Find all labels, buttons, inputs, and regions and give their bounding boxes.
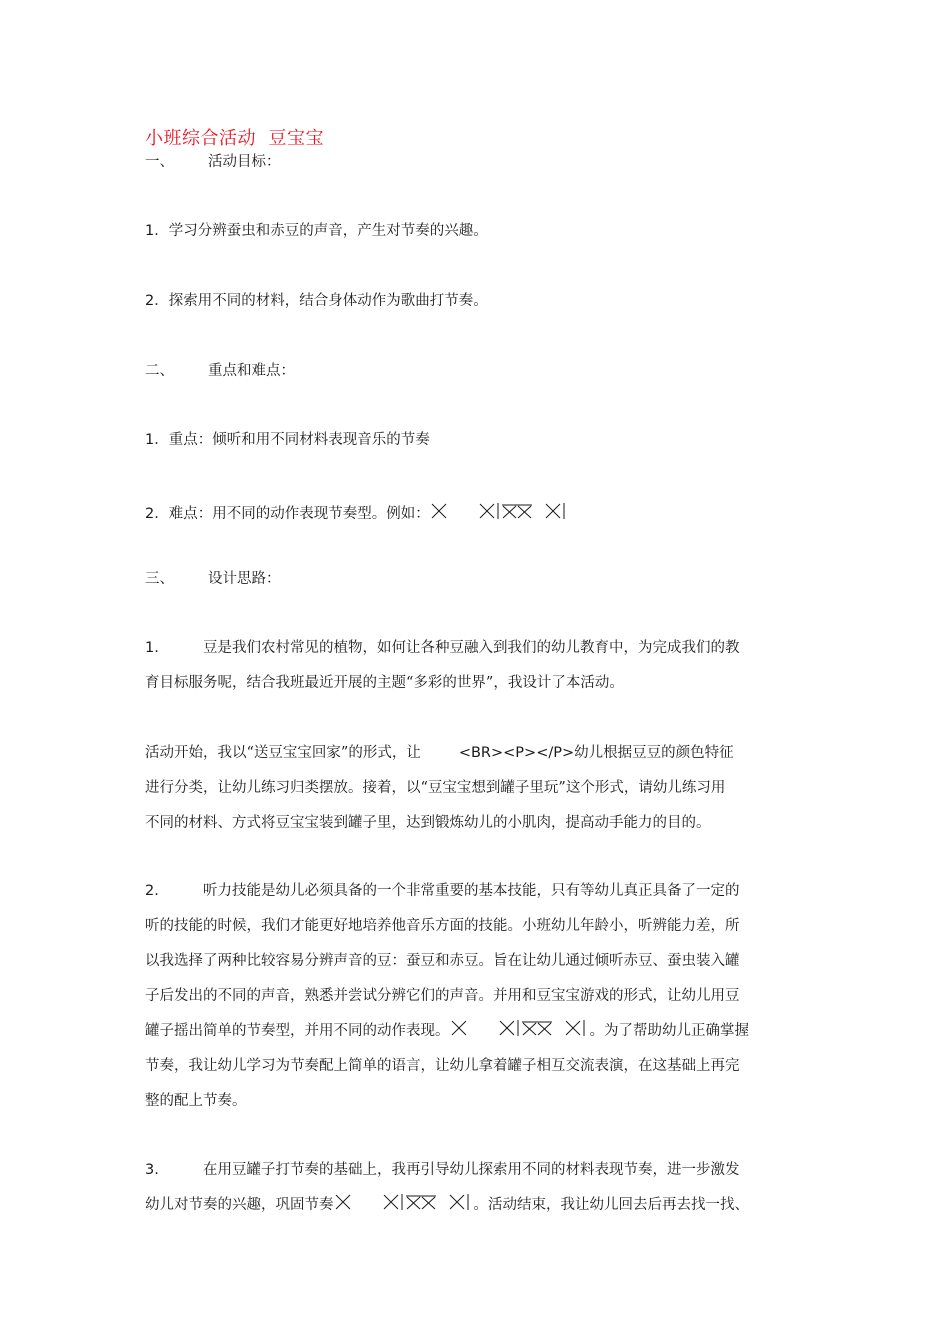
goal-item-1 (145, 222, 488, 240)
item-number: 2． (145, 506, 169, 522)
design-paragraph-4 (145, 1153, 805, 1223)
goal-item-2 (145, 292, 488, 310)
paragraph-text: 活动开始，我以“送豆宝宝回家”的形式，让 (145, 745, 421, 761)
rhythm-notation-icon (430, 501, 570, 521)
item-text: 学习分辨蚕虫和赤豆的声音，产生对节奏的兴趣。 (168, 223, 488, 239)
paragraph-line: 以我选择了两种比较容易分辨声音的豆：蚕豆和赤豆。旨在让幼儿通过倾听赤豆、蚕虫装入罐 (145, 953, 740, 969)
section-number: 一、 (145, 154, 174, 170)
paragraph-text: 幼儿对节奏的兴趣，巩固节奏 (145, 1197, 334, 1213)
design-paragraph-1 (145, 631, 805, 701)
paragraph-text: 幼儿根据豆豆的颜色特征 (574, 745, 734, 761)
item-number: 2． (145, 293, 169, 309)
paragraph-number: 2. (145, 883, 159, 899)
section-heading-1 (145, 153, 281, 171)
keypoint-item-2 (145, 501, 570, 523)
rhythm-notation-icon (334, 1192, 474, 1212)
paragraph-line: 豆是我们农村常见的植物，如何让各种豆融入到我们的幼儿教育中，为完成我们的教 (203, 640, 740, 656)
design-paragraph-2 (145, 736, 805, 841)
paragraph-number: 3. (145, 1162, 159, 1178)
paragraph-line: 进行分类，让幼儿练习归类摆放。接着，以“豆宝宝想到罐子里玩”这个形式，请幼儿练习用 (145, 780, 726, 796)
item-number: 1． (145, 223, 169, 239)
paragraph-line: 育目标服务呢，结合我班最近开展的主题“多彩的世界”，我设计了本活动。 (145, 675, 624, 691)
section-title: 设计思路： (208, 571, 281, 587)
paragraph-number: 1. (145, 640, 159, 656)
rhythm-notation-icon (450, 1018, 590, 1038)
keypoint-item-1 (145, 431, 430, 449)
section-number: 三、 (145, 571, 174, 587)
section-heading-3 (145, 570, 281, 588)
section-number: 二、 (145, 363, 174, 379)
paragraph-line: 不同的材料、方式将豆宝宝装到罐子里，达到锻炼幼儿的小肌肉，提高动手能力的目的。 (145, 815, 711, 831)
document-title: 小班综合活动 豆宝宝 (145, 128, 324, 149)
paragraph-text: 。为了帮助幼儿正确掌握 (589, 1023, 749, 1039)
item-text: 探索用不同的材料，结合身体动作为歌曲打节奏。 (168, 293, 488, 309)
item-number: 1． (145, 432, 169, 448)
paragraph-text: 。活动结束，我让幼儿回去后再去找一找、 (473, 1197, 749, 1213)
paragraph-line: 听力技能是幼儿必须具备的一个非常重要的基本技能，只有等幼儿真正具备了一定的 (203, 883, 740, 899)
paragraph-line: 在用豆罐子打节奏的基础上，我再引导幼儿探索用不同的材料表现节奏，进一步激发 (203, 1162, 740, 1178)
item-text: 重点：倾听和用不同材料表现音乐的节奏 (168, 432, 430, 448)
section-title: 活动目标： (208, 154, 281, 170)
section-heading-2 (145, 362, 295, 380)
html-code-text: <BR><P></P> (458, 745, 575, 761)
item-text: 难点：用不同的动作表现节奏型。例如： (168, 506, 430, 522)
section-title: 重点和难点： (208, 363, 295, 379)
design-paragraph-3 (145, 874, 805, 1119)
paragraph-line: 子后发出的不同的声音，熟悉并尝试分辨它们的声音。并用和豆宝宝游戏的形式，让幼儿用豆 (145, 988, 740, 1004)
paragraph-line: 整的配上节奏。 (145, 1093, 247, 1109)
paragraph-text: 罐子摇出简单的节奏型，并用不同的动作表现。 (145, 1023, 450, 1039)
paragraph-line: 听的技能的时候，我们才能更好地培养他音乐方面的技能。小班幼儿年龄小，听辨能力差，所 (145, 918, 740, 934)
paragraph-line: 节奏，我让幼儿学习为节奏配上简单的语言，让幼儿拿着罐子相互交流表演，在这基础上再完 (145, 1058, 740, 1074)
